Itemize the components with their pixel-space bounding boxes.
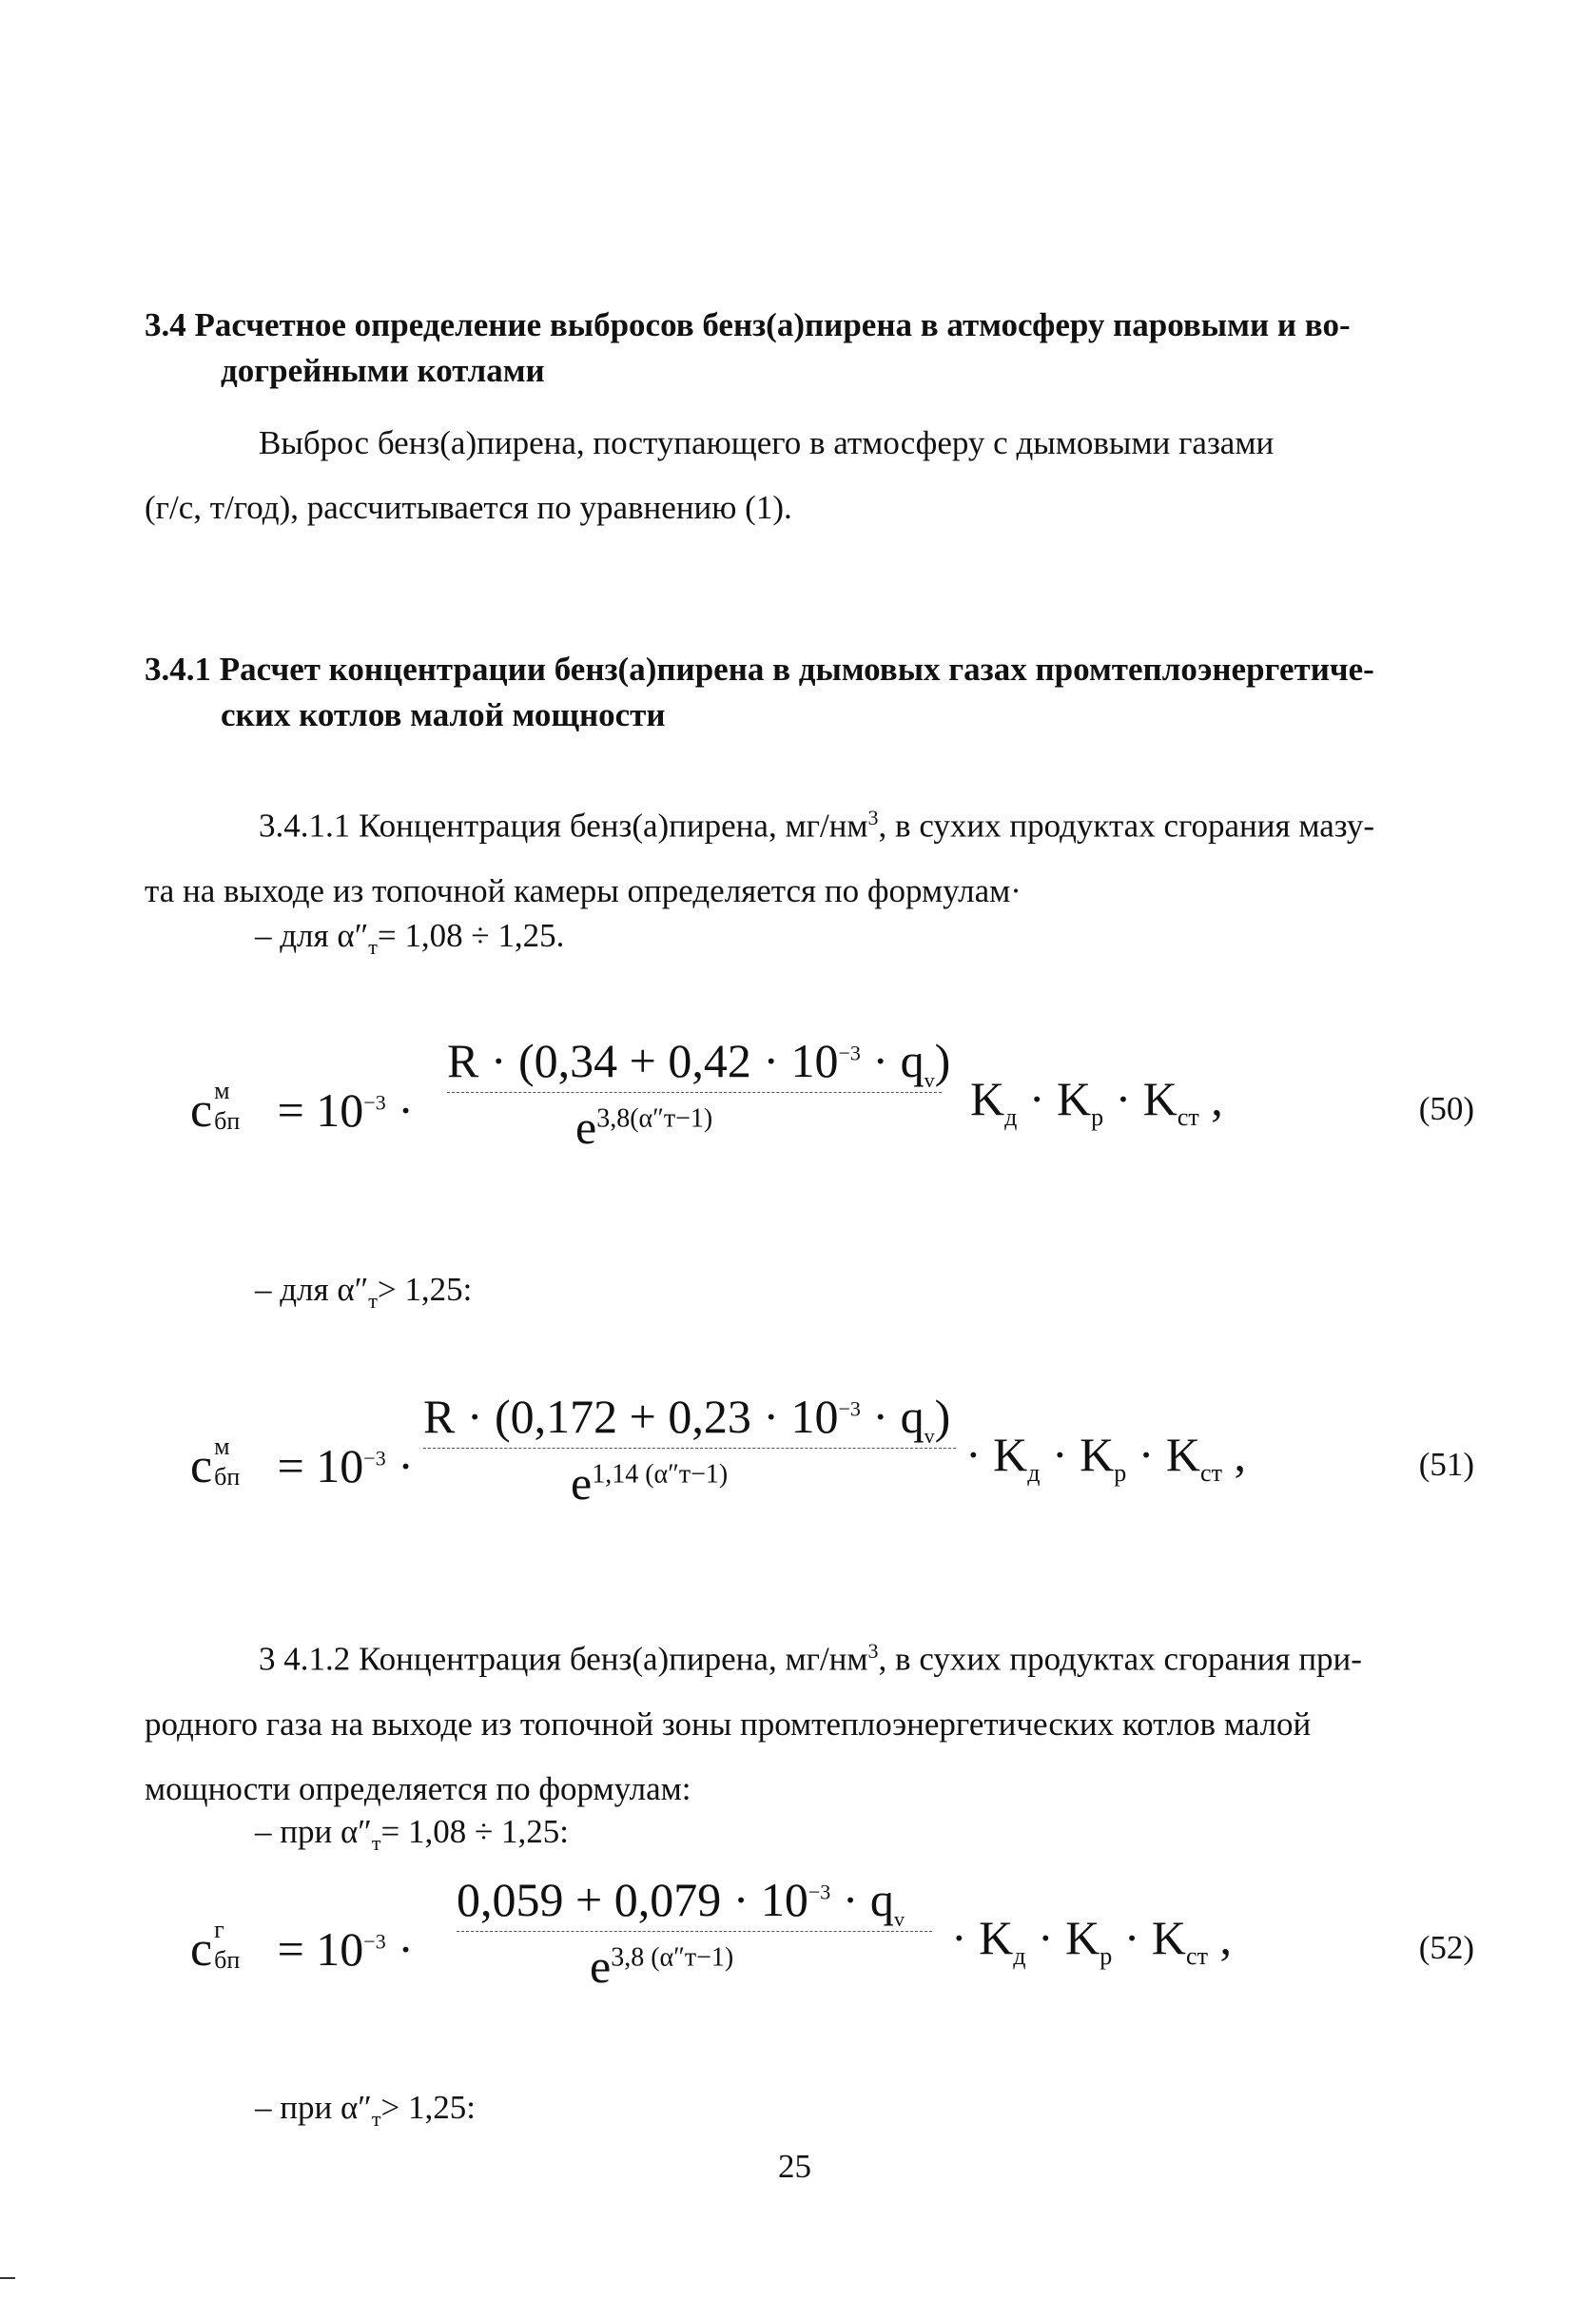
- paragraph-line-1: [145, 786, 1457, 859]
- supsub: [212, 1077, 265, 1135]
- subscript: т: [371, 2107, 381, 2131]
- superscript: 3: [867, 806, 879, 829]
- equation-number: (51): [1418, 1446, 1474, 1483]
- denominator-e: e: [590, 1939, 612, 1993]
- subscript: бп: [214, 1107, 241, 1135]
- scan-mark: [0, 2277, 15, 2279]
- text-part: , в сухих продуктах сгорания при-: [878, 1640, 1362, 1678]
- symbol-c: c: [190, 1439, 213, 1493]
- subscript: д: [1027, 1459, 1041, 1487]
- condition-text: – для α″: [255, 1271, 369, 1308]
- paragraph-line-2: та на выходе из топочной камеры определяется по формулам·: [145, 871, 1022, 909]
- subscript: бп: [214, 1946, 241, 1974]
- dot: ·: [398, 1083, 414, 1137]
- condition-text: – для α″: [255, 917, 369, 954]
- subscript: т: [368, 1289, 378, 1313]
- subscript: р: [1114, 1459, 1127, 1487]
- exponent: 3,8 (α″т−1): [611, 1942, 734, 1973]
- fraction-bar: [423, 1448, 956, 1449]
- paragraph-3-4-1-2: [145, 1619, 1457, 1822]
- formula-denominator: [590, 1939, 733, 1994]
- text-part: 3.4.1.1 Концентрация бенз(а)пирена, мг/нм: [259, 807, 868, 845]
- condition-text: – при α″: [255, 2089, 372, 2126]
- condition-text: = 1,08 ÷ 1,25:: [380, 1813, 569, 1850]
- text-part: 3 4.1.2 Концентрация бенз(а)пирена, мг/нм: [259, 1640, 868, 1678]
- equation-number: (52): [1418, 1929, 1474, 1966]
- heading-line-1: 3.4.1 Расчет концентрации бенз(а)пирена в дымовых газах промтеплоэнергетиче-: [145, 651, 1374, 688]
- supsub: [212, 1916, 265, 1974]
- subscript: v: [924, 1068, 935, 1092]
- formula-coefficients: [970, 1071, 1223, 1132]
- coef-k: · K: [1126, 1428, 1201, 1481]
- subscript: ст: [1177, 1103, 1199, 1131]
- condition-text: > 1,25:: [377, 1271, 473, 1308]
- exponent: −3: [363, 1446, 386, 1471]
- numerator-text: R · (0,34 + 0,42 · 10: [447, 1034, 839, 1087]
- paragraph-line-2: родного газа на выходе из топочной зоны промтеплоэнергетических котлов малой: [145, 1705, 1312, 1743]
- fraction-bar: [447, 1092, 942, 1093]
- superscript: м: [214, 1432, 230, 1460]
- page-number: 25: [778, 2148, 811, 2185]
- formula-numerator: [423, 1389, 950, 1449]
- numerator-close: ): [934, 1390, 951, 1443]
- coef-k: · K: [1040, 1428, 1115, 1481]
- condition-line-3: [255, 1813, 569, 1856]
- subscript: ст: [1186, 1942, 1208, 1970]
- heading-line-2: ских котлов малой мощности: [221, 696, 666, 733]
- superscript: г: [214, 1916, 224, 1943]
- coef-k: K: [970, 1072, 1005, 1125]
- denominator-e: e: [575, 1101, 597, 1154]
- subscript: бп: [214, 1463, 241, 1491]
- subscript: р: [1100, 1942, 1113, 1970]
- coef-k: · K: [1017, 1072, 1092, 1125]
- condition-text: – при α″: [255, 1813, 372, 1850]
- comma: ,: [1207, 1911, 1232, 1964]
- heading-line-2: догрейными котлами: [221, 352, 545, 389]
- coef-k: · K: [1103, 1072, 1178, 1125]
- condition-line-1: [255, 917, 564, 960]
- paragraph-line-1: Выброс бенз(а)пирена, поступающего в атмосферу с дымовыми газами: [259, 424, 1275, 461]
- comma: ,: [1198, 1072, 1223, 1125]
- formula-numerator: [447, 1033, 950, 1093]
- subscript: ст: [1200, 1459, 1222, 1487]
- coef-k: · K: [965, 1428, 1028, 1481]
- fraction-bar: [457, 1931, 932, 1932]
- formula-coefficients: [965, 1427, 1246, 1488]
- formula-50: [190, 1033, 1474, 1195]
- formula-coefficients: [951, 1910, 1232, 1971]
- equals-ten: = 10: [277, 1922, 364, 1976]
- text-part: , в сухих продуктах сгорания мазу-: [878, 807, 1375, 845]
- supsub: [212, 1432, 265, 1491]
- exponent: −3: [363, 1090, 386, 1115]
- paragraph-3-4-1-1: [145, 786, 1457, 924]
- paragraph-emission: [145, 411, 1457, 540]
- exponent: 3,8(α″т−1): [596, 1103, 713, 1134]
- condition-text: = 1,08 ÷ 1,25.: [377, 917, 565, 954]
- condition-text: > 1,25:: [380, 2089, 476, 2126]
- paragraph-line-1: [145, 1619, 1457, 1692]
- subscript: v: [924, 1424, 935, 1448]
- formula-lhs: [190, 1077, 414, 1139]
- section-heading-3-4-1: [145, 647, 1457, 738]
- exponent: −3: [363, 1929, 386, 1954]
- equation-number: (50): [1418, 1090, 1474, 1127]
- paragraph-line-2: (г/с, т/год), рассчитывается по уравнению (1).: [145, 489, 792, 526]
- numerator-text: R · (0,172 + 0,23 · 10: [423, 1390, 839, 1443]
- paragraph-line-3: мощности определяется по формулам:: [145, 1769, 691, 1807]
- condition-line-4: [255, 2089, 476, 2132]
- subscript: v: [893, 1907, 905, 1931]
- coef-k: · K: [1112, 1911, 1187, 1964]
- numerator-q: · q: [860, 1034, 925, 1087]
- equals-ten: = 10: [277, 1439, 364, 1492]
- dot: ·: [398, 1439, 414, 1492]
- section-heading-3-4: [145, 302, 1457, 394]
- comma: ,: [1221, 1428, 1246, 1481]
- subscript: р: [1091, 1103, 1104, 1131]
- numerator-q: · q: [830, 1873, 894, 1926]
- exponent: 1,14 (α″т−1): [592, 1459, 729, 1490]
- equals-ten: = 10: [277, 1083, 364, 1137]
- formula-lhs: [190, 1916, 414, 1978]
- formula-denominator: [575, 1100, 712, 1155]
- exponent: −3: [838, 1041, 861, 1065]
- superscript: м: [214, 1077, 230, 1104]
- denominator-e: e: [571, 1456, 593, 1510]
- symbol-c: c: [190, 1922, 213, 1977]
- superscript: 3: [867, 1639, 879, 1663]
- subscript: д: [1004, 1103, 1018, 1131]
- exponent: −3: [838, 1396, 861, 1421]
- coef-k: · K: [951, 1911, 1014, 1964]
- exponent: −3: [808, 1880, 831, 1904]
- dot: ·: [398, 1922, 414, 1976]
- subscript: д: [1013, 1942, 1026, 1970]
- condition-line-2: [255, 1271, 472, 1314]
- coef-k: · K: [1025, 1911, 1100, 1964]
- formula-52: [190, 1872, 1474, 2034]
- formula-lhs: [190, 1432, 414, 1494]
- numerator-text: 0,059 + 0,079 · 10: [457, 1873, 808, 1926]
- subscript: т: [371, 1831, 381, 1855]
- heading-line-1: 3.4 Расчетное определение выбросов бенз(а)пирена в атмосферу паровыми и во-: [145, 306, 1351, 343]
- symbol-c: c: [190, 1083, 213, 1138]
- formula-denominator: [571, 1455, 728, 1510]
- numerator-close: ): [934, 1034, 951, 1087]
- formula-51: [190, 1389, 1474, 1550]
- formula-numerator: [457, 1872, 905, 1932]
- numerator-q: · q: [860, 1390, 925, 1443]
- subscript: т: [368, 935, 378, 959]
